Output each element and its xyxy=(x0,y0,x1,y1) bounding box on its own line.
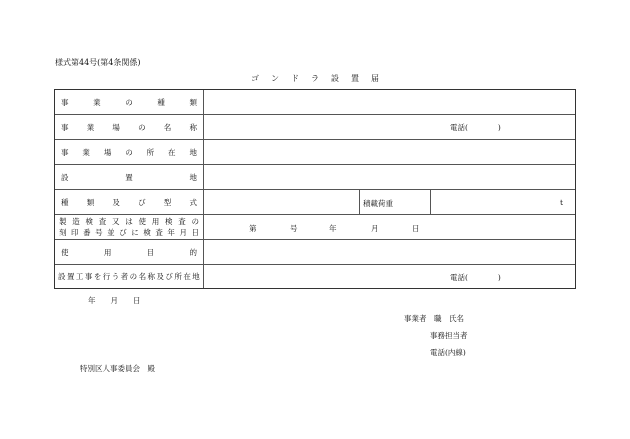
footer-phone: 電話(内線) xyxy=(430,348,466,357)
form-number: 様式第44号(第4条関係) xyxy=(55,58,141,67)
label-install-location: 設 置 地 xyxy=(61,172,197,182)
inspection-day: 日 xyxy=(412,224,420,233)
footer-employer: 事業者 職 氏名 xyxy=(404,314,464,323)
workplace-phone: 電話( ) xyxy=(450,123,501,132)
label-workplace-address: 事 業 場 の 所 在 地 xyxy=(61,147,197,157)
label-inspection-line1: 製造検査又は使用検査の xyxy=(59,217,199,226)
load-label: 積載荷重 xyxy=(363,199,393,208)
cell-divider xyxy=(359,189,360,214)
cell-divider xyxy=(430,189,431,214)
notification-table xyxy=(54,89,576,289)
label-installer: 設 置 工 事 を 行 う 者 の 名 称 及 び 所 在 地 xyxy=(58,272,200,281)
footer-addressee: 特別区人事委員会 殿 xyxy=(80,364,155,373)
form-title: ゴンドラ設置届 xyxy=(251,74,391,83)
installer-phone: 電話( ) xyxy=(450,273,501,282)
label-type-model: 種 類 及 び 型 式 xyxy=(61,197,197,207)
inspection-year: 年 xyxy=(329,224,337,233)
footer-date: 年 月 日 xyxy=(88,296,141,305)
inspection-no-prefix: 第 xyxy=(249,224,257,233)
label-usage-purpose: 使 用 目 的 xyxy=(61,247,197,257)
inspection-month: 月 xyxy=(371,224,379,233)
label-workplace-name: 事 業 場 の 名 称 xyxy=(61,122,197,132)
inspection-no-suffix: 号 xyxy=(290,224,298,233)
load-unit: t xyxy=(560,198,564,207)
label-business-type: 事 業 の 種 類 xyxy=(61,97,197,107)
label-column-divider xyxy=(203,90,204,288)
footer-staff: 事務担当者 xyxy=(430,331,468,340)
label-inspection xyxy=(55,215,203,239)
label-inspection-line2: 刻印番号並びに検査年月日 xyxy=(59,228,199,237)
